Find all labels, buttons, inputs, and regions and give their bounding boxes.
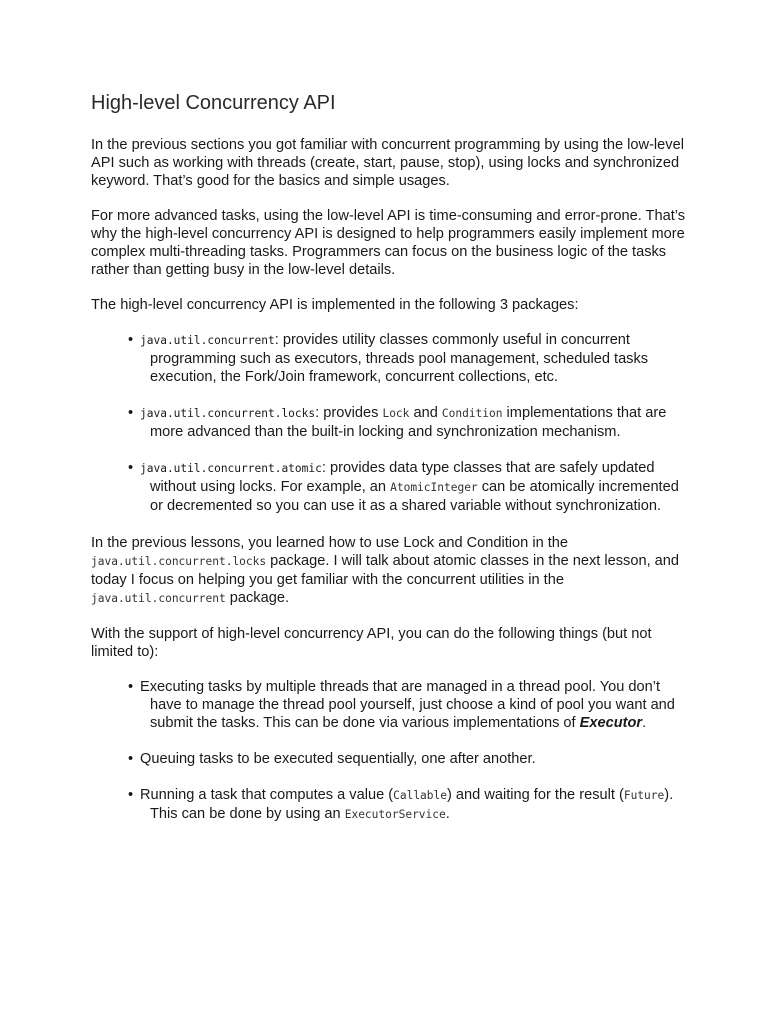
package-description: : provides utility classes commonly useful in concurrent programming such as executors, threads pool management, scheduled tasks execution, the Fork/Join framework, concurrent collections, etc. — [150, 332, 649, 385]
package-description: : provides data type classes that are safely updated without using locks. For example, an — [150, 460, 655, 495]
support-paragraph: With the support of high-level concurrency API, you can do the following things (but not limited to): — [91, 626, 652, 660]
item-text: ) and waiting for the result ( — [447, 787, 624, 803]
document-page — [91, 90, 691, 843]
intro-paragraph-2: For more advanced tasks, using the low-level API is time-consuming and error-prone. That’s why the high-level concurrency API is designed to help programmers easily implement more complex multi-threading tasks. Programmers can focus on the business logic of the tasks rather than getting busy in the low-level details. — [91, 208, 686, 278]
packages-list — [91, 331, 691, 515]
lessons-paragraph — [91, 534, 691, 608]
list-item — [91, 786, 691, 824]
package-description: : provides — [315, 405, 383, 421]
item-text: ). This can be done by using an — [150, 787, 674, 822]
paragraph-text: In the previous lessons, you learned how to use Lock and Condition in the — [91, 535, 569, 551]
package-name: java.util.concurrent.atomic — [140, 462, 322, 475]
item-text: . — [642, 715, 647, 731]
package-name: java.util.concurrent — [91, 592, 226, 605]
list-item — [91, 678, 691, 732]
class-name: Lock — [382, 407, 410, 420]
package-name: java.util.concurrent — [140, 334, 275, 347]
class-name: Callable — [393, 789, 447, 802]
package-description: implementations that are more advanced than the built-in locking and synchronization mechanism. — [150, 405, 667, 440]
list-item — [91, 404, 691, 441]
class-name: AtomicInteger — [390, 481, 478, 494]
item-text: . — [445, 806, 450, 822]
paragraph-text: package. I will talk about atomic classes in the next lesson, and today I focus on helping you get familiar with the concurrent utilities in the — [91, 553, 680, 588]
class-name: Condition — [441, 407, 503, 420]
intro-paragraph-1: In the previous sections you got familiar with concurrent programming by using the low-level API such as working with threads (create, start, pause, stop), using locks and synchronized keyword. That’s good for the basics and simple usages. — [91, 137, 684, 189]
class-name: Future — [623, 789, 665, 802]
package-name: java.util.concurrent.locks — [140, 407, 316, 420]
list-item — [91, 459, 691, 515]
package-name: java.util.concurrent.locks — [91, 555, 267, 568]
paragraph-text: package. — [225, 590, 290, 606]
list-item — [91, 750, 691, 768]
item-text: Executing tasks by multiple threads that are managed in a thread pool. You don’t have to manage the thread pool yourself, just choose a kind of pool you want and submit the tasks. This can be done via various implementations of — [140, 679, 675, 731]
package-description: and — [409, 405, 442, 421]
item-text: Running a task that computes a value ( — [140, 787, 394, 803]
list-item — [91, 331, 691, 386]
item-text: Queuing tasks to be executed sequentially, one after another. — [140, 751, 536, 767]
executor-term: Executor — [579, 715, 643, 731]
package-description: can be atomically incremented or decremented so you can use it as a shared variable without synchronization. — [150, 479, 679, 514]
packages-intro-paragraph: The high-level concurrency API is implemented in the following 3 packages: — [91, 297, 579, 313]
class-name: ExecutorService — [344, 808, 446, 821]
capabilities-list — [91, 678, 691, 824]
page-title: High-level Concurrency API — [91, 92, 336, 114]
